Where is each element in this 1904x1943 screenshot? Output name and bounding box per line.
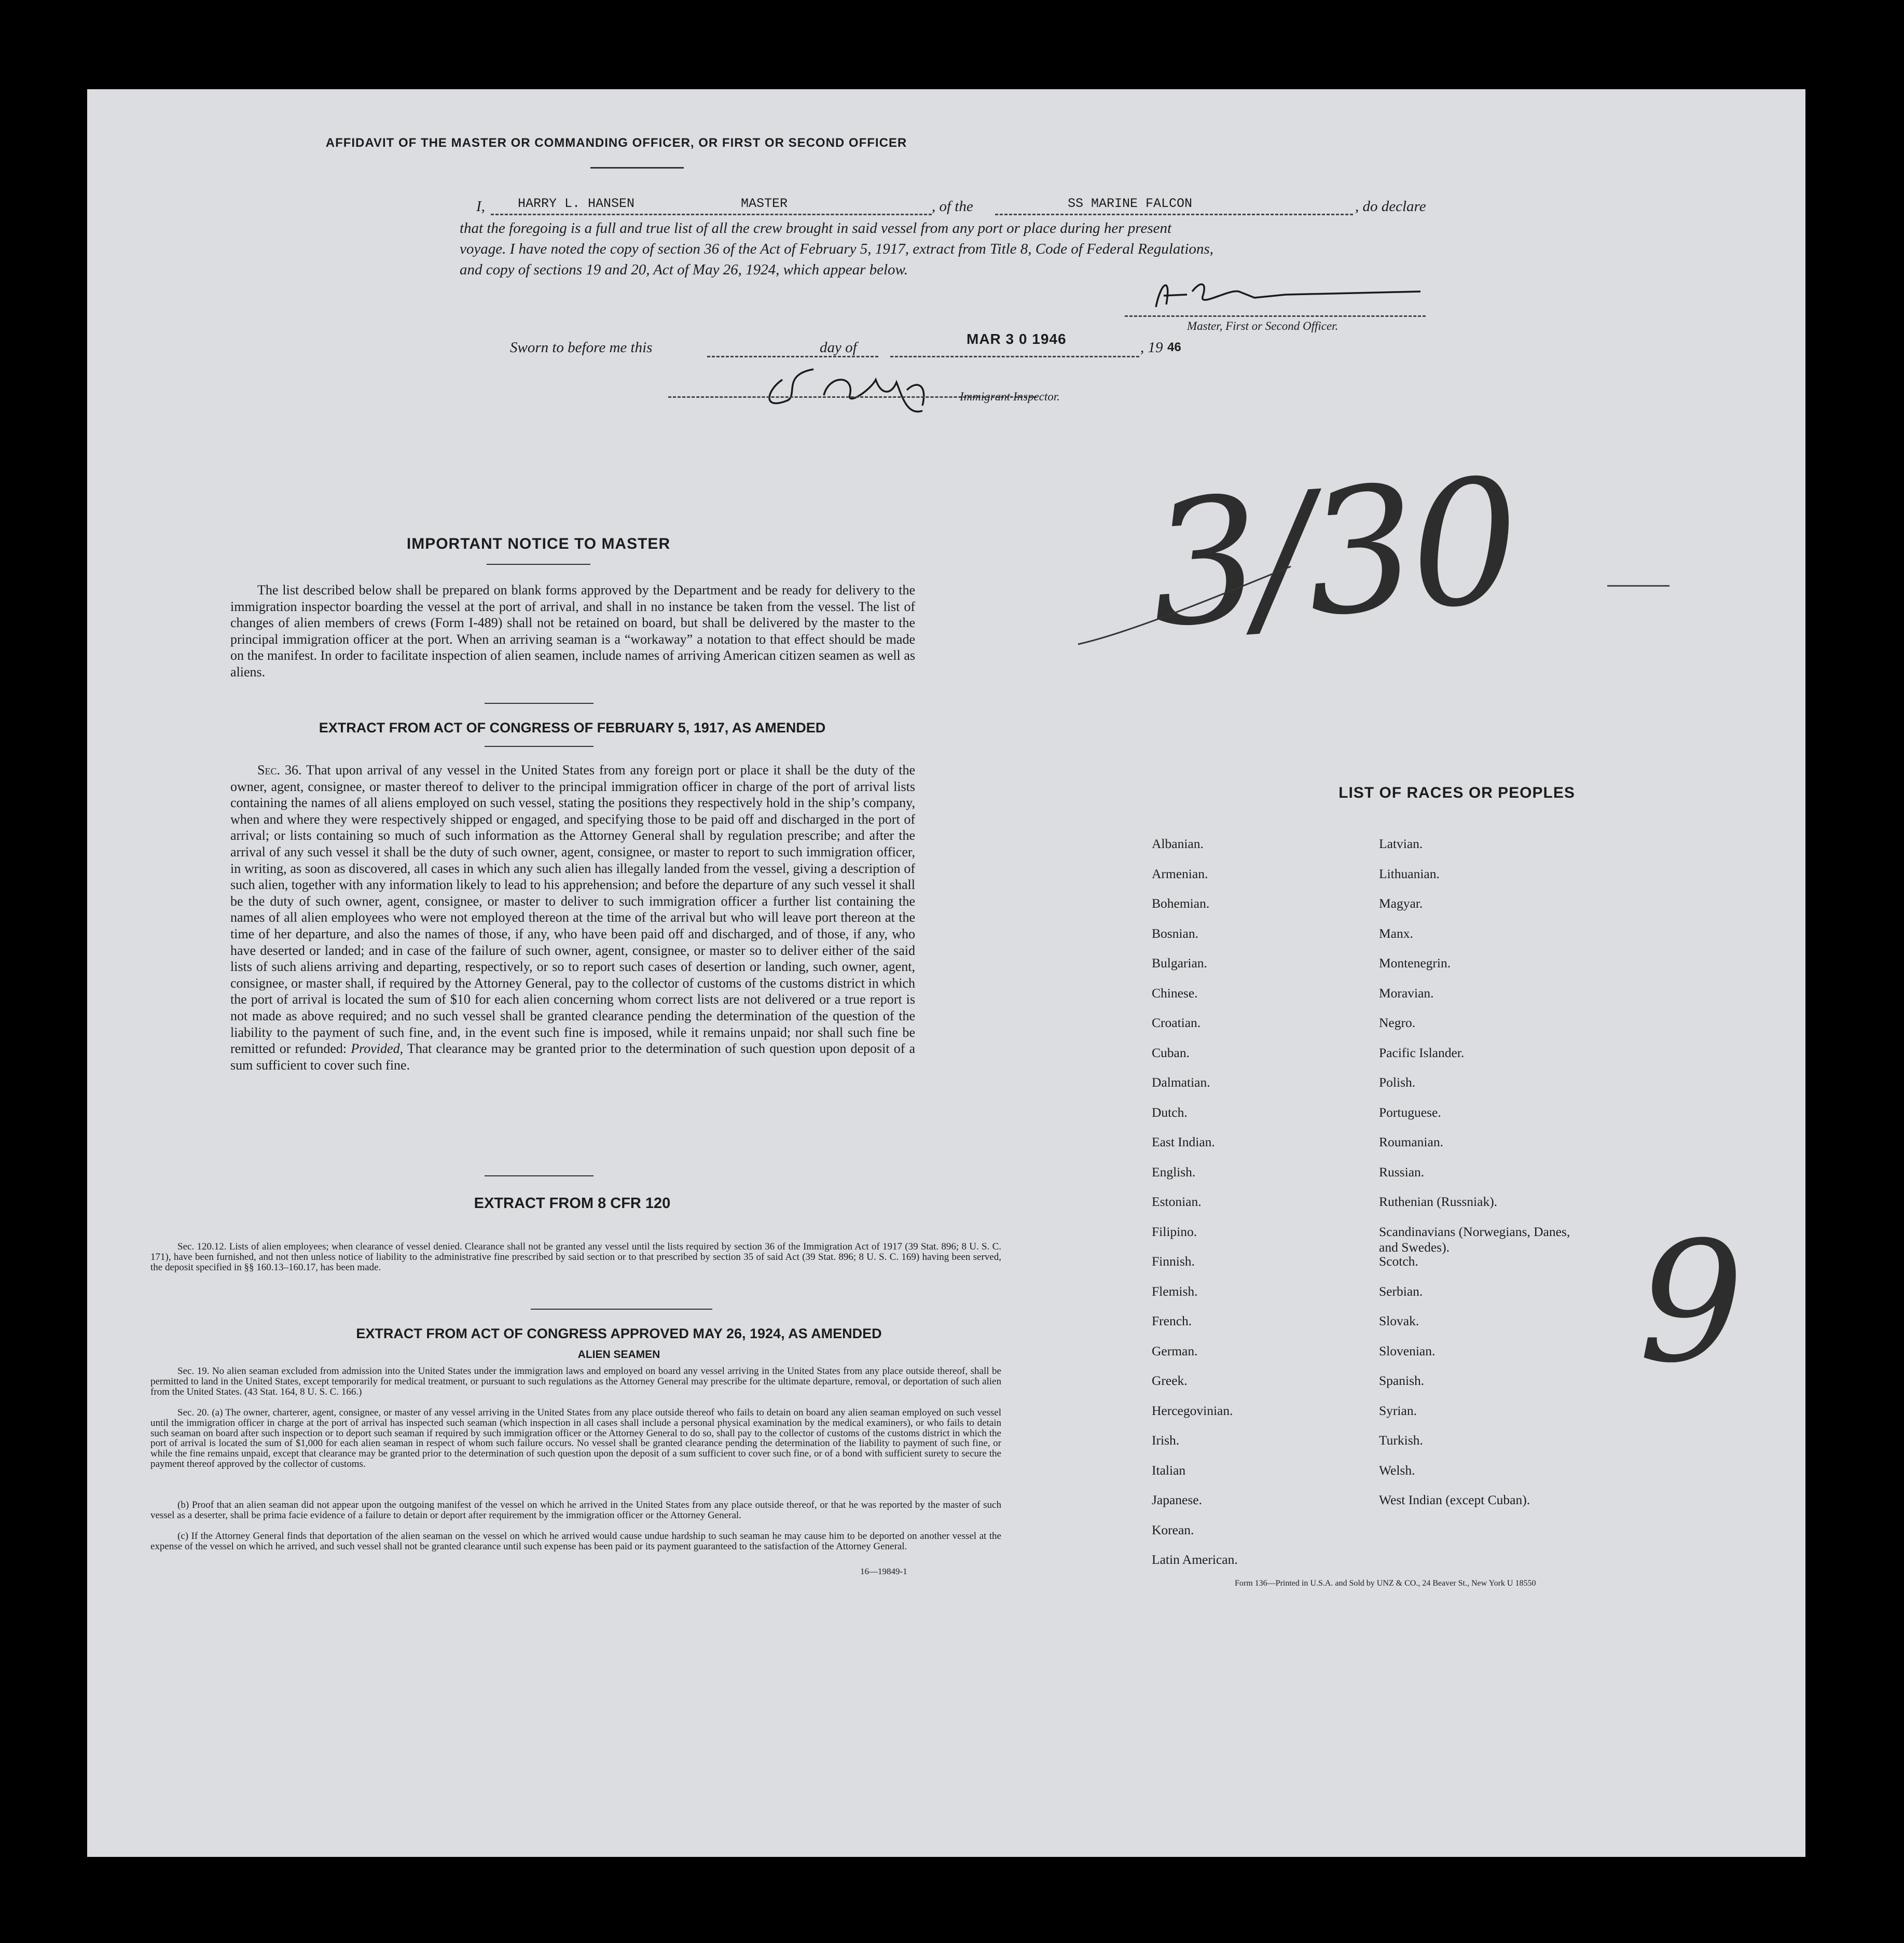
affidavit-i: I, (476, 198, 485, 215)
cfr-body: Sec. 120.12. Lists of alien employees; when clearance of vessel denied. Clearance shall not be granted any vessel until the lists required by section 36 of the Immigration Act of 1917 (39 Stat. 896; 8 U. S. C. 171), have been furnished, and not then unless notice of liability to the administrative fine prescribed by said section or to that prescribed by section 35 of said Act (39 Stat. 896; 8 U. S. C. 169) having been served, the deposit specified in §§ 160.13–160.17, has been made. (150, 1241, 1001, 1273)
affidavit-line-2: that the foregoing is a full and true list of all the crew brought in said vessel from any port or place during her present (460, 220, 1172, 237)
race-item: Finnish. (1152, 1254, 1195, 1269)
cfr-title: EXTRACT FROM 8 CFR 120 (474, 1195, 671, 1212)
race-item: Serbian. (1379, 1283, 1423, 1299)
year-suffix: 46 (1167, 340, 1181, 354)
master-name: HARRY L. HANSEN (518, 196, 635, 211)
race-item: Armenian. (1152, 866, 1208, 881)
margin-dash (1607, 585, 1670, 587)
race-item: Filipino. (1152, 1224, 1197, 1239)
master-signature-caption: Master, First or Second Officer. (1187, 320, 1339, 332)
race-item: Magyar. (1379, 896, 1423, 911)
extract-1924-sec19: Sec. 19. No alien seaman excluded from admission into the United States under the immigration laws and employed on board any vessel arriving in the United States from any place outside thereof, shall be permitted to land in the United States, except temporarily for medical treatment, or pursuant to such regulations as the Attorney General may prescribe for the ultimate departure, removal, or deportation of such alien from the United States. (43 Stat. 164, 8 U. S. C. 166.) (150, 1366, 1001, 1397)
race-item: Scandinavians (Norwegians, Danes, and Swedes). (1379, 1224, 1570, 1255)
document-page (87, 89, 1805, 1857)
notice-body: The list described below shall be prepared on blank forms approved by the Department and be ready for delivery to the immigration inspector boarding the vessel at the port of arrival, and shall in no instance be taken from the vessel. The list of changes of alien members of crews (Form I-489) shall not be retained on board, but shall be delivered by the master to the principal immigration officer at the port. When an arriving seaman is a “workaway” a notation to that effect should be made on the manifest. In order to facilitate inspection of alien seamen, include names of arriving American citizen seamen as well as aliens. (230, 582, 915, 679)
rule-before-1917 (485, 703, 594, 704)
affidavit-of-the: , of the (932, 198, 973, 215)
affidavit-title: AFFIDAVIT OF THE MASTER OR COMMANDING OFFICER, OR FIRST OR SECOND OFFICER (325, 136, 907, 150)
master-signature-line (1125, 315, 1426, 317)
vessel-line (995, 214, 1353, 215)
extract-1924-sec20b: (b) Proof that an alien seaman did not appear upon the outgoing manifest of the vessel on which he arrived in the United States from any place outside thereof, or that he was reported by the master of such vessel as a deserter, shall be prima facie evidence of a failure to detain or deport after requirement by the immigration officer or the Attorney General. (150, 1500, 1001, 1521)
master-signature (1151, 276, 1431, 317)
race-item: Latin American. (1152, 1552, 1238, 1567)
sec-36-text-end: That clearance may be granted prior to the determination of such question upon deposit of a sum sufficient to cover such fine. (230, 1041, 915, 1073)
race-item: Pacific Islander. (1379, 1045, 1465, 1060)
race-item: Bosnian. (1152, 925, 1198, 941)
extract-1924-sec20c: (c) If the Attorney General finds that deportation of the alien seaman on the vessel on which he arrived would cause undue hardship to such seaman he may cause him to be deported on another vessel at the expense of the vessel on which he arrived, and such vessel shall not be granted clearance until such expense has been paid or its payment guaranteed to the satisfaction of the Attorney General. (150, 1531, 1001, 1552)
month-line (890, 356, 1139, 357)
footer-form-line: Form 136—Printed in U.S.A. and Sold by UNZ & CO., 24 Beaver St., New York U 18550 (1235, 1579, 1536, 1588)
extract-1924-sec20a: Sec. 20. (a) The owner, charterer, agent, consignee, or master of any vessel arriving in the United States from any place outside thereof who fails to detain on board any alien seaman employed on such vessel until the immigration officer in charge at the port of arrival has inspected such seaman (which inspection in all cases shall include a personal physical examination by the medical examiners), or who fails to detain such seaman on board after such inspection or to deport such seaman if required by such immigration officer or the Attorney General to do so, shall pay to the collector of customs of the customs district in which the port of arrival is located the sum of $1,000 for each alien seaman in respect of whom such failure occurs. No vessel shall be granted clearance pending the determination of the liability to payment of such fine, or while the fine remains unpaid, except that clearance may be granted prior to the determination of such question upon the deposit of a sum sufficient to cover such fine, or of a bond with sufficient surety to secure the payment thereof approved by the collector of customs. (150, 1407, 1001, 1469)
race-item: Moravian. (1379, 985, 1434, 1001)
race-item: English. (1152, 1164, 1196, 1179)
race-item: Greek. (1152, 1373, 1188, 1388)
race-item: Montenegrin. (1379, 955, 1451, 970)
master-rank: MASTER (741, 196, 788, 211)
date-stamp: MAR 3 0 1946 (967, 331, 1067, 347)
race-item: Croatian. (1152, 1015, 1201, 1030)
race-item: Russian. (1379, 1164, 1425, 1179)
handwritten-page-number: 9 (1638, 1206, 1744, 1399)
year-prefix: , 19 (1140, 339, 1163, 356)
race-item: Scotch. (1379, 1254, 1418, 1269)
handwritten-stroke (1073, 556, 1296, 660)
handwritten-date: 3/30 (1144, 441, 1521, 665)
race-item: Turkish. (1379, 1433, 1423, 1448)
master-name-line (491, 214, 932, 215)
race-item: Dutch. (1152, 1104, 1188, 1120)
affidavit-line-4: and copy of sections 19 and 20, Act of May 26, 1924, which appear below. (460, 261, 908, 278)
extract-1924-subtitle: ALIEN SEAMEN (577, 1349, 660, 1361)
affidavit-do-declare: , do declare (1355, 198, 1426, 215)
race-item: Welsh. (1379, 1462, 1415, 1478)
race-item: East Indian. (1152, 1134, 1215, 1149)
race-item: Chinese. (1152, 985, 1198, 1001)
rule-before-cfr (485, 1175, 594, 1176)
race-item: Japanese. (1152, 1492, 1202, 1507)
rule-before-1924 (531, 1309, 712, 1310)
race-item: Syrian. (1379, 1403, 1417, 1418)
races-title: LIST OF RACES OR PEOPLES (1339, 784, 1575, 801)
rule-after-1917 (485, 746, 594, 747)
race-item: Italian (1152, 1462, 1186, 1478)
race-item: Ruthenian (Russniak). (1379, 1194, 1498, 1209)
race-item: Irish. (1152, 1433, 1180, 1448)
race-item: Spanish. (1379, 1373, 1425, 1388)
race-item: Portuguese. (1379, 1104, 1441, 1120)
notice-title: IMPORTANT NOTICE TO MASTER (406, 535, 671, 552)
race-item: German. (1152, 1343, 1198, 1358)
race-item: Dalmatian. (1152, 1075, 1210, 1090)
day-of-text: day of (820, 339, 857, 356)
race-item: Slovenian. (1379, 1343, 1436, 1358)
race-item: Bohemian. (1152, 896, 1210, 911)
race-item: French. (1152, 1313, 1192, 1328)
sworn-text: Sworn to before me this (510, 339, 653, 356)
inspector-caption: Immigrant Inspector. (960, 390, 1060, 403)
sec-36-text: That upon arrival of any vessel in the United States from any foreign port or place it shall be the duty of the owner, agent, consignee, or master thereof to deliver to the principal immigration officer in charge of the port of arrival lists containing the names of all aliens employed on such vessel, stating the positions they respectively hold in the ship’s company, when and where they were respectively shipped or engaged, and specifying those to be paid off and discharged in the port of arrival; or lists containing so much of such information as the Attorney General shall by regulation prescribe; and after the arrival of any such vessel it shall be the duty of such owner, agent, consignee, or master to report to such immigration officer, in writing, as soon as discovered, all cases in which any such alien has illegally landed from the vessel, giving a description of such alien, together with any information likely to lead to his apprehension; and before the departure of any such vessel it shall be the duty of such owner, agent, consignee, or master to deliver to such immigration officer a further list containing the names of all alien employees who were not employed thereon at the time of the arrival but who will leave port thereon at the time of her departure, and also the names of those, if any, who have been paid off and discharged, and of those, if any, who have deserted or landed; and in case of the failure of such owner, agent, consignee, or master so to deliver either of the said lists of such aliens arriving and departing, respectively, or so to report such cases of desertion or landing, such owner, agent, consignee, or master shall, if required by the Attorney General, pay to the collector of customs of the customs district in which the port of arrival is located the sum of $10 for each alien concerning whom correct lists are not delivered or a true report is not made as above required; and no such vessel shall be granted clearance pending the determination of the question of the liability to the payment of such fine, and, in the event such fine is imposed, while it remains unpaid; nor shall such fine be remitted or refunded: (230, 762, 916, 1057)
form-code: 16—19849-1 (860, 1566, 907, 1576)
race-item: Albanian. (1152, 836, 1204, 851)
race-item: Roumanian. (1379, 1134, 1443, 1149)
title-rule (590, 167, 684, 169)
race-item: Polish. (1379, 1075, 1416, 1090)
race-item: Estonian. (1152, 1194, 1202, 1209)
notice-rule (487, 564, 590, 565)
race-item: Negro. (1379, 1015, 1416, 1030)
race-item: Cuban. (1152, 1045, 1190, 1060)
race-item: Manx. (1379, 925, 1413, 941)
vessel-name: SS MARINE FALCON (1068, 196, 1193, 211)
sec-36-label: Sec. 36. (257, 762, 302, 778)
race-item: Lithuanian. (1379, 866, 1440, 881)
extract-1917-body (230, 762, 915, 1073)
race-item: Latvian. (1379, 836, 1423, 851)
race-item: Bulgarian. (1152, 955, 1207, 970)
race-item: West Indian (except Cuban). (1379, 1492, 1530, 1507)
race-item: Korean. (1152, 1522, 1194, 1537)
extract-1917-title: EXTRACT FROM ACT OF CONGRESS OF FEBRUARY 5, 1917, AS AMENDED (319, 720, 826, 735)
extract-1924-title: EXTRACT FROM ACT OF CONGRESS APPROVED MAY 26, 1924, AS AMENDED (356, 1326, 882, 1341)
provided-word: Provided, (351, 1041, 404, 1057)
affidavit-line-3: voyage. I have noted the copy of section 36 of the Act of February 5, 1917, extract from Title 8, Code of Federal Regulations, (460, 241, 1213, 257)
race-item: Hercegovinian. (1152, 1403, 1233, 1418)
race-item: Flemish. (1152, 1283, 1198, 1299)
race-item: Slovak. (1379, 1313, 1419, 1328)
